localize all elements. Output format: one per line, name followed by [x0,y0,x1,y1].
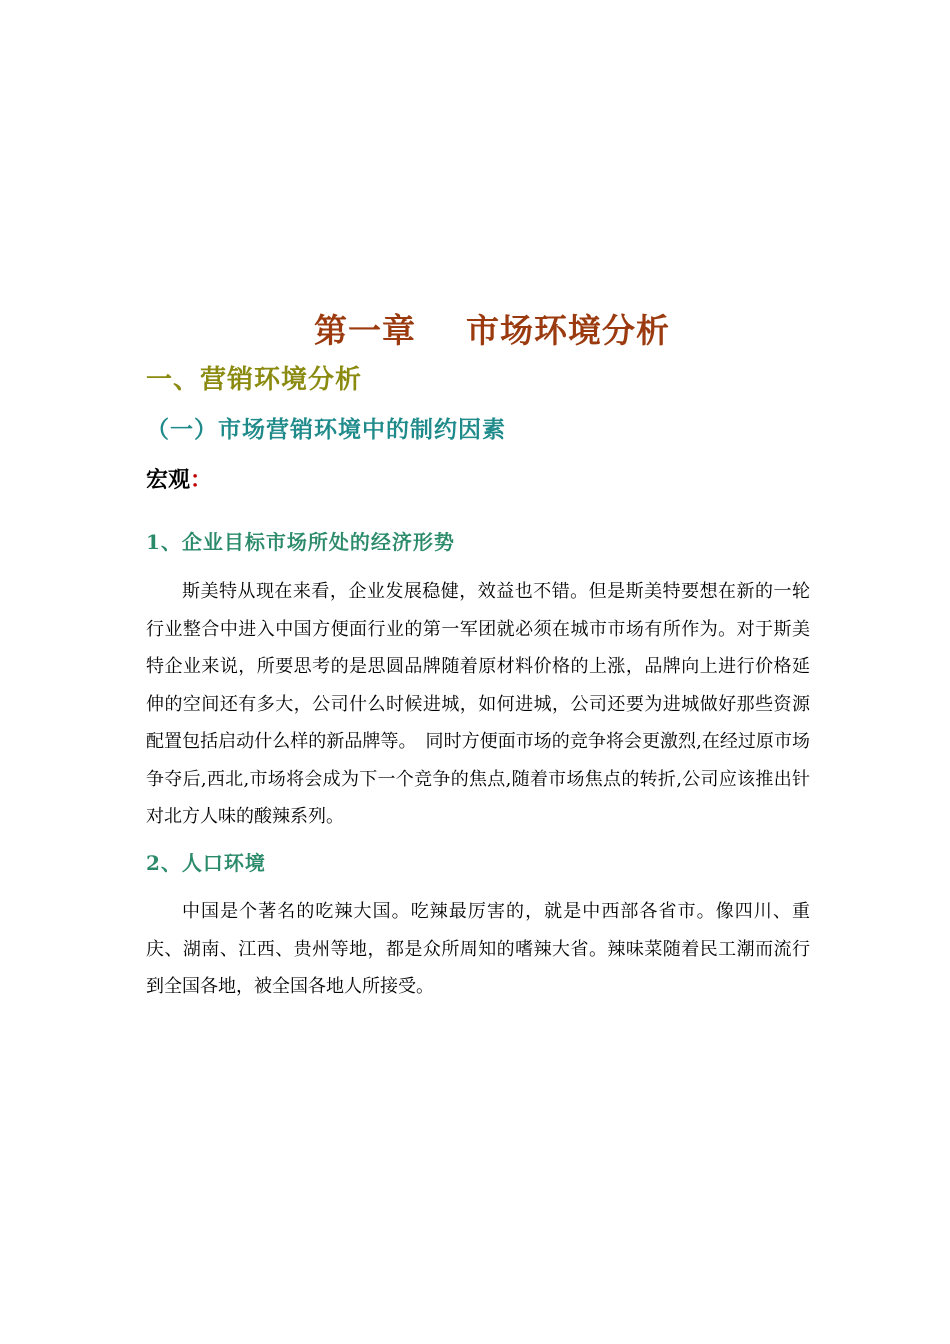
chapter-title: 第一章 市场环境分析 [314,311,670,350]
category-label-colon: ： [190,467,213,493]
subsection-title: （一）市场营销环境中的制约因素 [146,416,506,443]
item-heading-population: 2、人口环境 [146,851,266,875]
category-label [146,463,212,497]
paragraph-economy: 斯美特从现在来看，企业发展稳健，效益也不错。但是斯美特要想在新的一轮行业整合中进入中国方便面行业的第一军团就必须在城市市场有所作为。对于斯美特企业来说，所要思考的是思圆品牌随着原材料价格的上涨，品牌向上进行价格延伸的空间还有多大，公司什么时候进城，如何进城，公司还要为进城做好那些资源配置包括启动什么样的新品牌等。 同时方便面市场的竞争将会更激烈,在经过原市场争夺后,西北,市场将会成为下一个竞争的焦点,随着市场焦点的转折,公司应该推出针对北方人味的酸辣系列。 [146,581,810,827]
paragraph-population: 中国是个著名的吃辣大国。吃辣最厉害的，就是中西部各省市。像四川、重庆、湖南、江西、贵州等地，都是众所周知的嗜辣大省。辣味菜随着民工潮而流行到全国各地，被全国各地人所接受。 [146,901,810,997]
section-title: 一、营销环境分析 [146,365,363,395]
category-label-text: 宏观 [146,467,191,493]
item-heading-economy: 1、企业目标市场所处的经济形势 [146,530,455,554]
